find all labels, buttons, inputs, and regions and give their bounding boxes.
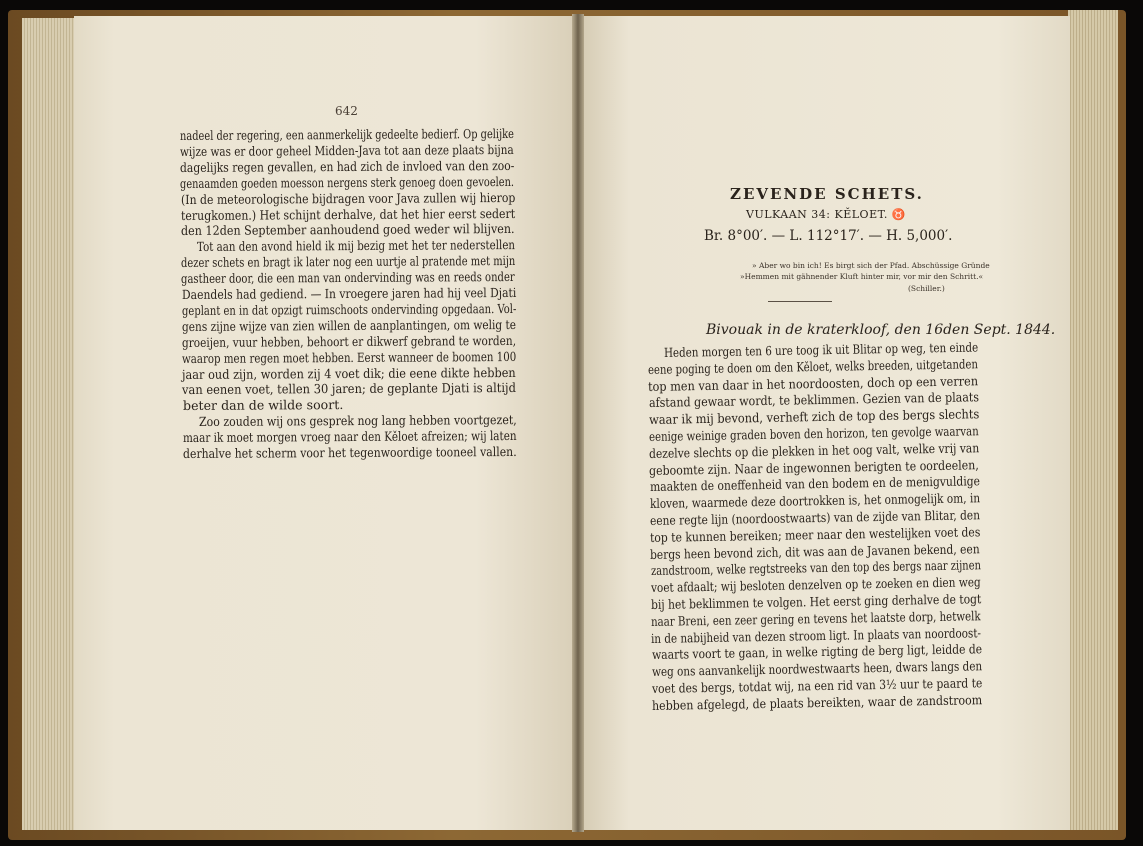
left-page-edges: [22, 18, 80, 830]
text-line: (In de meteorologische bijdragen voor Java zullen wij hierop: [180, 189, 516, 207]
text-line: den 12den September aanhoudend goed weder wil blijven.: [180, 221, 515, 239]
text-line: top te kunnen bereiken; meer naar den westelijken voet des: [650, 524, 981, 545]
chapter-title: ZEVENDE SCHETS.: [730, 185, 924, 203]
text-line: Daendels had gediend. — In vroegere jaren had hij veel Djati: [181, 284, 516, 302]
text-line: afstand gewaar wordt, te beklimmen. Gezien van de plaats: [648, 389, 979, 411]
text-line: groeijen, vuur hebben, behoort er dikwerf gebrand te worden,: [181, 332, 517, 350]
section-heading: Bivouak in de kraterkloof, den 16den Sept. 1844.: [706, 322, 1056, 338]
book-gutter: [572, 14, 584, 832]
text-line: maar ik moet morgen vroeg naar den Kěloet afreizen; wij laten: [182, 428, 517, 446]
epigraph-line: »Hemmen mit gähnender Kluft hinter mir, vor mir den Schritt.«: [740, 272, 984, 281]
text-line: gens zijne wijze van zien willen de aanplantingen, om welig te: [181, 316, 516, 334]
epigraph-line: » Aber wo bin ich! Es birgt sich der Pfad. Abschüssige Gründe: [752, 261, 990, 270]
text-line: dezelve slechts op die plekken in het oog valt, welke vrij van: [649, 440, 980, 461]
text-line: in de nabijheid van dezen stroom ligt. In plaats van noordoost-: [651, 624, 982, 646]
text-line: voet afdaalt; wij besloten denzelven op te zoeken en dien weg: [650, 574, 981, 596]
text-line: Tot aan den avond hield ik mij bezig met het ter nederstellen: [196, 237, 516, 255]
chapter-subtitle: VULKAAN 34: KĚLOET. ♉: [746, 208, 907, 221]
text-line: eenige weinige graden boven den horizon, ten gevolge waarvan: [648, 423, 979, 444]
text-line: kloven, waarmede deze doortrokken is, het onmogelijk om, in: [649, 490, 980, 512]
text-line: geplant en in dat opzigt ruimschoots ondervinding opgedaan. Vol-: [181, 300, 516, 318]
text-line: Zoo zouden wij ons gesprek nog lang hebben voortgezet,: [198, 412, 517, 430]
text-line: hebben afgelegd, de plaats bereikten, waar de zandstroom: [652, 692, 983, 713]
text-line: genaamden goeden moesson nergens sterk genoeg doen gevoelen.: [180, 173, 515, 191]
page-number: 642: [335, 104, 358, 118]
chapter-coordinates: Br. 8°00′. — L. 112°17′. — H. 5,000′.: [704, 228, 953, 244]
text-line: beter dan de wilde soort.: [182, 397, 343, 414]
text-line: top men van daar in het noordoosten, doch op een verren: [648, 372, 979, 394]
text-line: weg ons aanvankelijk noordwestwaarts heen, dwars langs den: [651, 658, 983, 680]
epigraph-author: (Schiller.): [908, 284, 945, 293]
text-line: terugkomen.) Het schijnt derhalve, dat het hier eerst sedert: [180, 205, 515, 223]
text-line: bergs heen bevond zich, dit was aan de Javanen bekend, een: [650, 540, 981, 562]
text-line: dagelijks regen gevallen, en had zich de invloed van den zoo-: [180, 157, 515, 175]
text-line: dezer schets en bragt ik later nog een uurtje al pratende met mijn: [181, 253, 516, 271]
text-line: maakten de oneffenheid van den bodem en de menigvuldige: [649, 473, 980, 495]
text-line: jaar oud zijn, worden zij 4 voet dik; die eene dikte hebben: [182, 364, 517, 382]
text-line: eene regte lijn (noordoostwaarts) van de zijde van Blitar, den: [649, 507, 981, 528]
right-page-edges: [1068, 10, 1118, 830]
text-line: bij het beklimmen te volgen. Het eerst ging derhalve de togt: [650, 591, 982, 612]
text-line: waar ik mij bevond, verheft zich de top des bergs slechts: [648, 406, 980, 428]
text-line: eene poging te doen om den Kěloet, welks breeden, uitgetanden: [648, 356, 979, 377]
text-line: voet des bergs, totdat wij, na een rid van 3½ uur te paard te: [651, 675, 983, 696]
text-line: van eenen voet, tellen 30 jaren; de geplante Djati is altijd: [182, 380, 517, 398]
text-line: waarop men regen moet hebben. Eerst wanneer de boomen 100: [182, 348, 517, 366]
divider: [768, 301, 832, 302]
text-line: waarts voort te gaan, in welke rigting de berg ligt, leidde de: [651, 641, 982, 663]
text-line: gastheer door, die een man van ondervinding was en reeds onder: [181, 269, 516, 287]
text-line: derhalve het scherm voor het tegenwoordige tooneel vallen.: [182, 443, 517, 461]
text-line: nadeel der regering, een aanmerkelijk gedeelte bedierf. Op gelijke: [179, 125, 514, 143]
text-line: naar Breni, een zeer gering en tevens het laatste dorp, hetwelk: [651, 608, 981, 629]
text-line: geboomte zijn. Naar de ingewonnen berigten te oordeelen,: [649, 456, 980, 478]
text-line: wijze was er door geheel Midden-Java tot aan deze plaats bijna: [180, 141, 514, 159]
text-line: Heden morgen ten 6 ure toog ik uit Blitar op weg, ten einde: [663, 339, 979, 360]
text-line: zandstroom, welke regtstreeks van den top des bergs naar zijnen: [650, 557, 981, 579]
